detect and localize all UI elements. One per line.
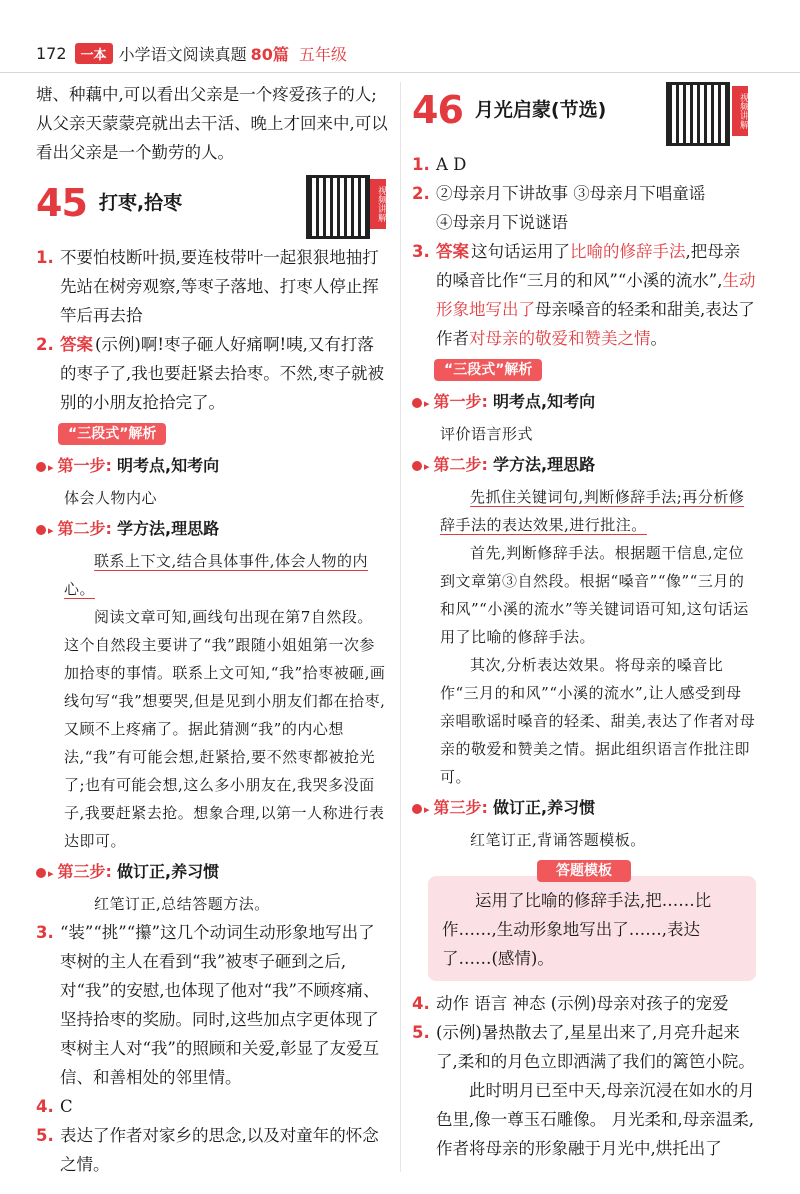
step-1 — [412, 387, 756, 418]
answer-item-5 — [36, 1121, 388, 1179]
step-2-para1: 首先,判断修辞手法。根据题干信息,定位到文章第③自然段。根据“嗓音”“像”“三月的和风”“小溪的流水”等关键词语可知,这句话运用了比喻的修辞手法。 — [440, 544, 749, 646]
step-title: 明考点,知考向 — [493, 392, 596, 411]
text-part: 母亲嗓音的轻柔和甜美,表达了作者 — [436, 300, 755, 348]
item-text: 动作 语言 神态 (示例)母亲对孩子的宠爱 — [436, 994, 729, 1013]
answer-item-2 — [412, 179, 756, 237]
item-text-continued: 此时明月已至中天,母亲沉浸在如水的月色里,像一尊玉石雕像。 月光柔和,母亲温柔,作者将母亲的形象融于月光中,烘托出了 — [436, 1081, 755, 1158]
item-text: A D — [436, 155, 467, 174]
video-tag[interactable]: 视频讲解 — [732, 86, 748, 136]
answer-template-box — [428, 876, 756, 981]
method-text: 先抓住关键词句,判断修辞手法;再分析修辞手法的表达效果,进行批注。 — [440, 488, 745, 534]
book-grade: 五年级 — [298, 44, 347, 64]
step-dot-icon — [36, 525, 46, 535]
step-3 — [412, 793, 756, 824]
highlight-text: 对母亲的敬爱和赞美之情 — [469, 329, 651, 348]
right-column — [412, 80, 756, 1163]
step-2-method — [36, 547, 388, 603]
section-number: 46 — [412, 87, 463, 132]
qr-code-icon[interactable] — [666, 82, 730, 146]
step-3-text: 红笔订正,总结答题方法。 — [94, 895, 270, 913]
step-2 — [36, 514, 388, 545]
item-text: “装”“挑”“攥”这几个动词生动形象地写出了枣树的主人在看到“我”被枣子砸到之后,对“我”的安慰,也体现了他对“我”不顾疼痛、坚持拾枣的奖励。同时,这些加点字更体现了枣树主人对“我”的照顾和关爱,彰显了友爱互信、和善相处的邻里情。 — [60, 923, 380, 1087]
step-label: 第三步: — [433, 798, 488, 817]
method-text: 联系上下文,结合具体事件,体会人物的内心。 — [64, 552, 369, 598]
step-label: 第一步: — [57, 456, 112, 475]
highlight-text: 比喻的修辞手法 — [570, 242, 686, 261]
item-text: (示例)啊!枣子砸人好痛啊!咦,又有打落的枣子了,我也要赶紧去拾枣。不然,枣子就被别的小朋友抢拾完了。 — [60, 335, 384, 412]
step-2-method — [412, 483, 756, 539]
item-number: 1. — [412, 155, 430, 174]
intro-paragraph: 塘、种藕中,可以看出父亲是一个疼爱孩子的人;从父亲天蒙蒙亮就出去干活、晚上才回来中,可以看出父亲是一个勤劳的人。 — [36, 85, 388, 162]
step-arrow-icon: ▸ — [424, 803, 430, 816]
item-number: 4. — [36, 1097, 54, 1116]
answer-item-5 — [412, 1018, 756, 1163]
item-number: 2. — [412, 184, 430, 203]
text-part: 这句话运用了 — [471, 242, 570, 261]
step-label: 第三步: — [57, 862, 112, 881]
answer-label: 答案 — [60, 335, 93, 354]
item-text: (示例)暑热散去了,星星出来了,月亮升起来了,柔和的月色立即洒满了我们的篱笆小院。 — [436, 1023, 755, 1071]
item-text-line1: ②母亲月下讲故事 ③母亲月下唱童谣 — [436, 184, 706, 203]
answer-item-4 — [412, 989, 756, 1018]
analysis-badge: “三段式”解析 — [58, 423, 166, 445]
step-arrow-icon: ▸ — [48, 867, 54, 880]
item-number: 5. — [412, 1023, 430, 1042]
step-dot-icon — [412, 804, 422, 814]
qr-code-icon[interactable] — [306, 175, 370, 239]
step-label: 第二步: — [57, 519, 112, 538]
step-title: 学方法,理思路 — [117, 519, 220, 538]
book-title: 小学语文阅读真题 — [118, 44, 247, 64]
step-3-text: 红笔订正,背诵答题模板。 — [470, 831, 646, 849]
section-title: 月光启蒙(节选) — [474, 98, 607, 121]
item-text-line2: ④母亲月下说谜语 — [436, 213, 568, 232]
answer-item-2 — [36, 330, 388, 417]
step-title: 做订正,养习惯 — [493, 798, 596, 817]
item-number: 1. — [36, 248, 54, 267]
step-dot-icon — [412, 461, 422, 471]
item-number: 5. — [36, 1126, 54, 1145]
step-arrow-icon: ▸ — [48, 524, 54, 537]
step-title: 明考点,知考向 — [117, 456, 220, 475]
step-title: 学方法,理思路 — [493, 455, 596, 474]
template-text: 运用了比喻的修辞手法,把……比作……,生动形象地写出了……,表达了……(感情)。 — [442, 891, 712, 968]
answer-item-3 — [412, 237, 756, 353]
step-label: 第二步: — [433, 455, 488, 474]
text-part: 。 — [650, 329, 667, 348]
answer-label: 答案 — [436, 242, 469, 261]
step-label: 第一步: — [433, 392, 488, 411]
section-title: 打枣,拾枣 — [98, 191, 183, 214]
video-tag[interactable]: 视频讲解 — [370, 179, 386, 229]
section-45-heading — [36, 177, 388, 229]
step-arrow-icon: ▸ — [424, 460, 430, 473]
step-dot-icon — [412, 398, 422, 408]
step-2-detail: 阅读文章可知,画线句出现在第7自然段。这个自然段主要讲了“我”跟随小姐姐第一次参加拾枣的事情。联系上文可知,“我”拾枣被砸,画线句写“我”想要哭,但是见到小朋友们都在拾枣,又顾不上疼痛了。据此猜测“我”的内心想法,“我”有可能会想,赶紧拾,要不然枣都被抢光了;也有可能会想,这么多小朋友在,我哭多没面子,我要赶紧去抢。想象合理,以第一人称进行表达即可。 — [64, 608, 386, 850]
highlight-text: 生动形象地写出了 — [436, 271, 756, 319]
step-dot-icon — [36, 868, 46, 878]
section-number: 45 — [36, 180, 87, 225]
step-1-text: 评价语言形式 — [440, 425, 534, 443]
header-divider — [0, 72, 800, 73]
item-number: 4. — [412, 994, 430, 1013]
brand-logo: 一本 — [75, 43, 113, 64]
step-1 — [36, 451, 388, 482]
step-arrow-icon: ▸ — [424, 397, 430, 410]
item-text: C — [60, 1097, 73, 1116]
template-badge: 答题模板 — [537, 860, 631, 882]
step-2 — [412, 450, 756, 481]
column-divider — [400, 82, 401, 1172]
item-number: 2. — [36, 335, 54, 354]
step-1-text: 体会人物内心 — [64, 489, 158, 507]
item-number: 3. — [412, 242, 430, 261]
answer-item-1 — [36, 243, 388, 330]
answer-item-1 — [412, 150, 756, 179]
page-header — [36, 40, 347, 66]
step-3 — [36, 857, 388, 888]
step-arrow-icon: ▸ — [48, 461, 54, 474]
analysis-badge: “三段式”解析 — [434, 359, 542, 381]
book-count: 80篇 — [250, 44, 289, 64]
item-text: 不要怕枝断叶损,要连枝带叶一起狠狠地抽打 先站在树旁观察,等枣子落地、打枣人停止挥竿后再去拾 — [60, 248, 379, 325]
answer-item-3 — [36, 918, 388, 1092]
left-column — [36, 80, 388, 1179]
section-46-heading — [412, 84, 756, 136]
step-title: 做订正,养习惯 — [117, 862, 220, 881]
text-part: ,把母亲的嗓音比作“三月的和风”“小溪的流水”, — [436, 242, 741, 290]
step-dot-icon — [36, 462, 46, 472]
answer-item-4 — [36, 1092, 388, 1121]
item-number: 3. — [36, 923, 54, 942]
page-number: 172 — [36, 43, 67, 63]
item-text: 表达了作者对家乡的思念,以及对童年的怀念之情。 — [60, 1126, 379, 1174]
step-2-para2: 其次,分析表达效果。将母亲的嗓音比作“三月的和风”“小溪的流水”,让人感受到母亲唱歌谣时嗓音的轻柔、甜美,表达了作者对母亲的敬爱和赞美之情。据此组织语言作批注即可。 — [440, 656, 756, 786]
